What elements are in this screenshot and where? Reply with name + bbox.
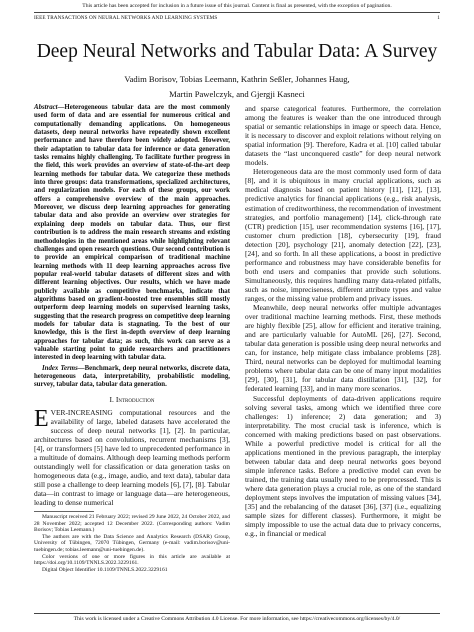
footnote-rule [34, 511, 94, 512]
author-list [120, 72, 354, 101]
drop-cap: E [34, 405, 49, 432]
footnote-received: Manuscript received 21 February 2022; revised 29 June 2022, 24 October 2022, and 28 November 2022; accepted 12 December 2022. (Corresponding authors: Vadim Borisov; Tobias Leemann.) [34, 514, 230, 534]
acceptance-notice: This article has been accepted for inclusion in a future issue of this journal. Content is final as presented, with the exception of pagination. [82, 3, 392, 9]
author-line-2-text: Martin Pawelczyk, and Gjergji Kasneci [169, 88, 305, 99]
right-column [245, 104, 441, 538]
abstract-lead: Abstract— [34, 104, 65, 111]
footnote-affiliation: The authors are with the Data Science and Analytics Research (DSAR) Group, University of Tübingen, 72070 Tübingen, Germany (e-mail: vadim.borisov@uni-tuebingen.de; tobias.leemann@uni-tuebingen.de). [34, 533, 230, 553]
left-column [34, 104, 230, 573]
license-notice: This work is licensed under a Creative Commons Attribution 4.0 License. For more information, see https://creativecommons.org/licenses/by/4.0/ [73, 616, 401, 622]
author-line-1-text: Vadim Borisov, Tobias Leemann, Kathrin Seßler, Johannes Haug, [124, 74, 350, 84]
abstract-text: Heterogeneous tabular data are the most commonly used form of data and are essential for numerous critical and computationally demanding applications. On homogeneous datasets, deep neural networks have repeatedly shown excellent performance and have therefore been widely adopted. However, their adaptation to tabular data for inference or data generation tasks remains highly challenging. To facilitate further progress in the field, this work provides an overview of state-of-the-art deep learning methods for tabular data. We categorize these methods into three groups: data transformations, specialized architectures, and regularization models. For each of these groups, our work offers a comprehensive overview of the main approaches. Moreover, we discuss deep learning approaches for generating tabular data and also provide an overview over strategies for explaining deep models on tabular data. Thus, our first contribution is to address the main research streams and existing methodologies in the mentioned areas while highlighting relevant challenges and open research questions. Our second contribution is to provide an empirical comparison of traditional machine learning methods with 11 deep learning approaches across five popular real-world tabular datasets of different sizes and with different learning objectives. Our results, which we have made publicly available as competitive benchmarks, indicate that algorithms based on gradient-boosted tree ensembles still mostly outperform deep learning models on supervised learning tasks, suggesting that the research progress on competitive deep learning models for tabular data is stagnating. To the best of our knowledge, this is the first in-depth overview of deep learning approaches for tabular data; as such, this work can serve as a valuable starting point to guide researchers and practitioners interested in deep learning with tabular data. [34, 104, 230, 362]
footnote-doi: Digital Object Identifier 10.1109/TNNLS.2022.3229161 [42, 566, 168, 573]
footer-rule [34, 613, 440, 614]
paper-title: Deep Neural Networks and Tabular Data: A Survey [36, 41, 438, 62]
intro-caps: VER-INCREASING [50, 407, 113, 417]
index-terms [34, 365, 230, 390]
footnotes [34, 514, 230, 573]
running-head [34, 15, 440, 23]
header-rule [34, 12, 440, 13]
right-paragraph-4: Successful deployments of data-driven applications require solving several tasks, among which we identified three core challenges: 1) inference; 2) data generation; and 3) interpretability. The most crucial task is inference, which is concerned with making predictions based on past observations. While a powerful predictive model is critical for all the applications mentioned in the previous paragraph, the interplay between tabular data and deep neural networks goes beyond simple inference tasks. Before a predictive model can even be trained, the training data usually need to be preprocessed. This is where data generation plays a crucial role, as one of the standard deployment steps involves the imputation of missing values [34], [35] and the rebalancing of the dataset [36], [37] (i.e., equalizing sample sizes for different classes). Furthermore, it might be simply impossible to use the actual data due to privacy concerns, e.g., in financial or medical [245, 393, 441, 539]
author-line-2 [120, 87, 354, 102]
author-line-1 [120, 72, 354, 87]
index-terms-lead: Index Terms— [42, 364, 85, 372]
right-paragraph-3: Meanwhile, deep neural networks offer multiple advantages over traditional machine learning methods. First, these methods are highly flexible [25], allow for efficient and iterative training, and are particularly valuable for AutoML [26], [27]. Second, tabular data generation is possible using deep neural networks and can, for instance, help mitigate class imbalance problems [28]. Third, neural networks can be deployed for multimodal learning problems where tabular data can be one of many input modalities [29], [30], [31], for tabular data distillation [31], [32], for federated learning [33], and in many more scenarios. [245, 303, 441, 394]
section-heading-introduction: I. Introduction [109, 394, 155, 404]
page-number: 1 [437, 15, 440, 21]
intro-paragraph [34, 405, 230, 508]
right-paragraph-1: and sparse categorical features. Furthermore, the correlation among the features is weaker than the one introduced through spatial or semantic relationships in image or speech data. Hence, it is necessary to discover and exploit relations without relying on spatial information [9]. Therefore, Kadra et al. [10] called tabular datasets the “last unconquered castle” for deep neural network models. [245, 104, 441, 168]
abstract [34, 104, 230, 363]
journal-name: IEEE TRANSACTIONS ON NEURAL NETWORKS AND LEARNING SYSTEMS [34, 15, 218, 21]
footnote-color: Color versions of one or more figures in this article are available at https://doi.org/10.1109/TNNLS.2022.3229161. [34, 553, 230, 567]
index-terms-text: Benchmark, deep neural networks, discrete data, heterogeneous data, interpretability, probabilistic modeling, survey, tabular data, tabular data generation. [34, 364, 230, 389]
right-paragraph-2: Heterogeneous data are the most commonly used form of data [8], and it is ubiquitous in many crucial applications, such as medical diagnosis based on patient history [11], [12], [13], predictive analytics for financial applications (e.g., risk analysis, estimation of creditworthiness, the recommendation of investment strategies, and portfolio management) [14], click-through rate (CTR) prediction [15], user recommendation systems [16], [17], customer churn prediction [18], cybersecurity [19], fraud detection [20], psychology [21], anomaly detection [22], [23], [24], and so forth. In all these applications, a boost in predictive performance and robustness may have considerable benefits for both end users and companies that provide such solutions. Simultaneously, this requires handling many data-related pitfalls, such as noise, impreciseness, different attribute types and value ranges, or the missing value problem and privacy issues. [245, 167, 442, 303]
intro-text: computational resources and the availability of large, labeled datasets have accelerated the success of deep neural networks [1], [2]. In particular, architectures based on convolutions, recurrent mechanisms [3], [4], or transformers [5] have led to unprecedented performance in a multitude of domains. Although deep learning methods perform outstandingly well for classification or data generation tasks on homogeneous data (e.g., image, audio, and text data), tabular data still pose a challenge to deep learning models [6], [7], [8]. Tabular data—in contrast to image or language data—are heterogeneous, leading to dense numerical [34, 407, 230, 508]
